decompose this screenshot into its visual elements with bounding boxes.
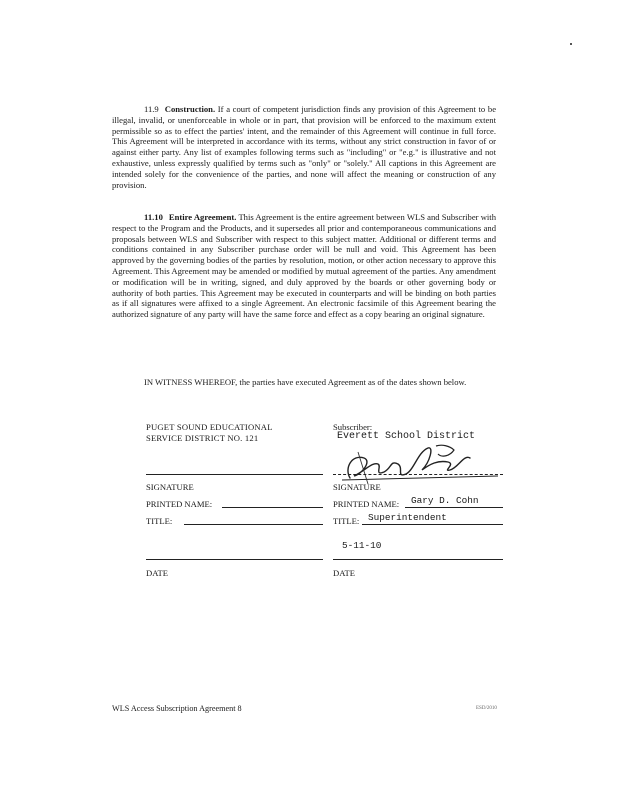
right-title-label: TITLE:: [333, 516, 360, 526]
left-printed-name-label: PRINTED NAME:: [146, 499, 213, 509]
right-date-line[interactable]: [333, 559, 503, 560]
right-title-value: Superintendent: [368, 512, 447, 523]
right-printed-name-value: Gary D. Cohn: [411, 495, 479, 506]
section-11-10-body: This Agreement is the entire agreement between WLS and Subscriber with respect to the Program and the Products, and it supersedes all prior and contemporaneous communications and proposals between WLS and Subscriber with respect to this subject matter. Additional or different terms and conditions contained in any Subscriber purchase order will be null and void. This Agreement has been approved by the governing bodies of the parties by resolution, motion, or other action necessary to approve this Agreement. This Agreement may be amended or modified by mutual agreement of the parties. Any amendment or modification will be in writing, signed, and duly approved by the boards or other governing body or authority of both parties. This Agreement may be executed in counterparts and will be binding on both parties as if all signatures were affixed to a single Agreement. An electronic facsimile of this Agreement bearing the authorized signature of any party will have the same force and effect as a copy bearing an original signature.: [112, 212, 496, 320]
left-date-label: DATE: [146, 568, 168, 578]
subscriber-value: Everett School District: [337, 431, 476, 442]
left-party-name-line2: SERVICE DISTRICT NO. 121: [146, 432, 259, 443]
right-title-field[interactable]: [362, 524, 503, 525]
section-11-10: [112, 212, 496, 320]
section-11-9-number: 11.9: [144, 104, 159, 114]
right-date-label: DATE: [333, 568, 355, 578]
left-party-name-line1: PUGET SOUND EDUCATIONAL: [146, 422, 273, 432]
left-signature-line[interactable]: [146, 474, 323, 475]
left-title-label: TITLE:: [146, 516, 173, 526]
footer-document-title: WLS Access Subscription Agreement 8: [112, 704, 242, 713]
left-party-header: [146, 422, 326, 444]
subscriber-label: Subscriber:: [333, 422, 373, 432]
section-11-10-number: 11.10: [144, 212, 163, 222]
witness-text: IN WITNESS WHEREOF, the parties have executed Agreement as of the dates shown below.: [144, 377, 467, 387]
section-11-9-title: Construction.: [164, 104, 216, 114]
section-11-10-title: Entire Agreement.: [168, 212, 237, 222]
left-title-field[interactable]: [184, 524, 323, 525]
left-date-line[interactable]: [146, 559, 323, 560]
left-signature-label: SIGNATURE: [146, 482, 194, 492]
scan-speck: [570, 43, 572, 45]
section-11-9-body: If a court of competent jurisdiction finds any provision of this Agreement to be illegal, invalid, or unenforceable in whole or in part, that provision will be enforced to the maximum extent permissible so as to effect the parties' intent, and the remainder of this Agreement will continue in full force. This Agreement will be interpreted in accordance with its terms, without any strict construction in favor of or against either party. Any list of examples following terms such as "including" or "e.g." is illustrative and not exhaustive, unless expressly qualified by terms such as "only" or "solely." All captions in this Agreement are intended solely for the convenience of the parties, and none will affect the meaning or construction of any provision.: [112, 104, 497, 190]
witness-clause: [112, 377, 496, 388]
footer-code: ESD/2010: [476, 706, 497, 711]
right-signature-label: SIGNATURE: [333, 482, 381, 492]
section-11-9: [112, 104, 496, 190]
right-date-value: 5-11-10: [342, 540, 382, 551]
right-printed-name-label: PRINTED NAME:: [333, 499, 400, 509]
handwritten-signature: [338, 440, 508, 486]
left-printed-name-field[interactable]: [222, 507, 323, 508]
right-printed-name-field[interactable]: [405, 507, 503, 508]
right-signature-line[interactable]: [333, 474, 503, 475]
